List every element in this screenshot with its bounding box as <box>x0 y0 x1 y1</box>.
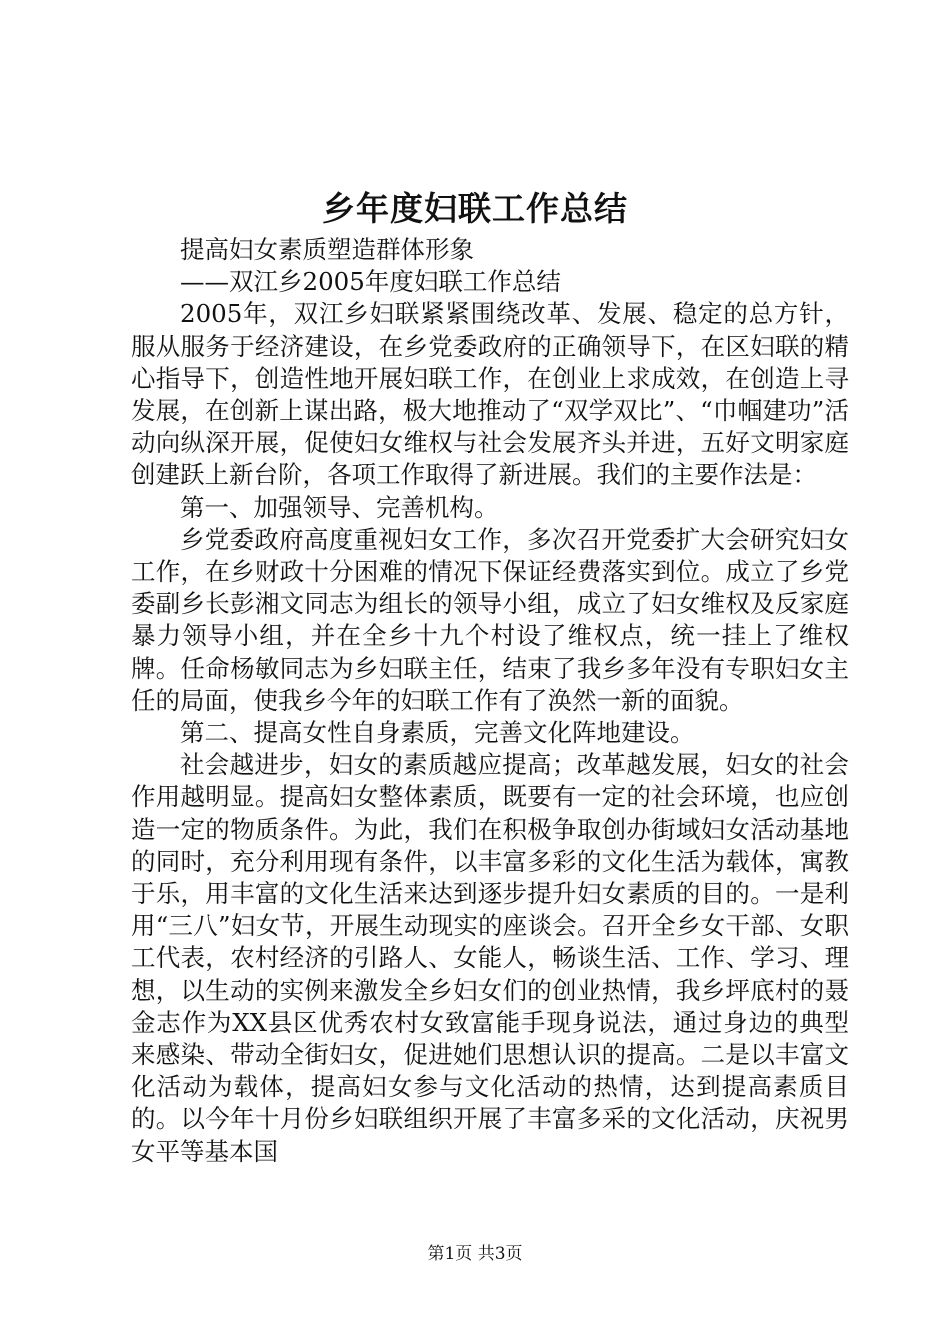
section-heading-1: 第一、加强领导、完善机构。 <box>180 492 499 522</box>
page-footer: 第1页 共3页 <box>427 1244 523 1264</box>
subtitle-line-2: ——双江乡2005年度妇联工作总结 <box>180 267 561 297</box>
document-body <box>131 234 849 1168</box>
section-heading-2: 第二、提高女性自身素质，完善文化阵地建设。 <box>180 718 695 748</box>
subtitle: 提高妇女素质塑造群体形象 <box>180 235 474 264</box>
paragraph-intro: 2005年，双江乡妇联紧紧围绕改革、发展、稳定的总方针，服从服务于经济建设，在乡党委政府的正确领导下，在区妇联的精心指导下，创造性地开展妇联工作，在创业上求成效，在创造上寻发展，在创新上谋出路，极大地推动了“双学双比”、“巾帼建功”活动向纵深开展，促使妇女维权与社会发展齐头并进，五好文明家庭创建跃上新台阶，各项工作取得了新进展。我们的主要作法是： <box>131 299 849 490</box>
paragraph-section-1: 乡党委政府高度重视妇女工作，多次召开党委扩大会研究妇女工作，在乡财政十分困难的情况下保证经费落实到位。成立了乡党委副乡长彭湘文同志为组长的领导小组，成立了妇女维权及反家庭暴力领导小组，并在全乡十九个村设了维权点，统一挂上了维权牌。任命杨敏同志为乡妇联主任，结束了我乡多年没有专职妇女主任的局面，使我乡今年的妇联工作有了涣然一新的面貌。 <box>131 524 849 715</box>
document-title: 乡年度妇联工作总结 <box>322 189 628 228</box>
paragraph-section-2: 社会越进步，妇女的素质越应提高；改革越发展，妇女的社会作用越明显。提高妇女整体素质，既要有一定的社会环境，也应创造一定的物质条件。为此，我们在积极争取创办街域妇女活动基地的同时，充分利用现有条件，以丰富多彩的文化生活为载体，寓教于乐，用丰富的文化生活来达到逐步提升妇女素质的目的。一是利用“三八”妇女节，开展生动现实的座谈会。召开全乡女干部、女职工代表，农村经济的引路人、女能人，畅谈生活、工作、学习、理想，以生动的实例来激发全乡妇女们的创业热情，我乡坪底村的聂金志作为XX县区优秀农村女致富能手现身说法，通过身边的典型来感染、带动全街妇女，促进她们思想认识的提高。二是以丰富文化活动为载体，提高妇女参与文化活动的热情，达到提高素质目的。以今年十月份乡妇联组织开展了丰富多采的文化活动，庆祝男女平等基本国 <box>131 750 849 1166</box>
